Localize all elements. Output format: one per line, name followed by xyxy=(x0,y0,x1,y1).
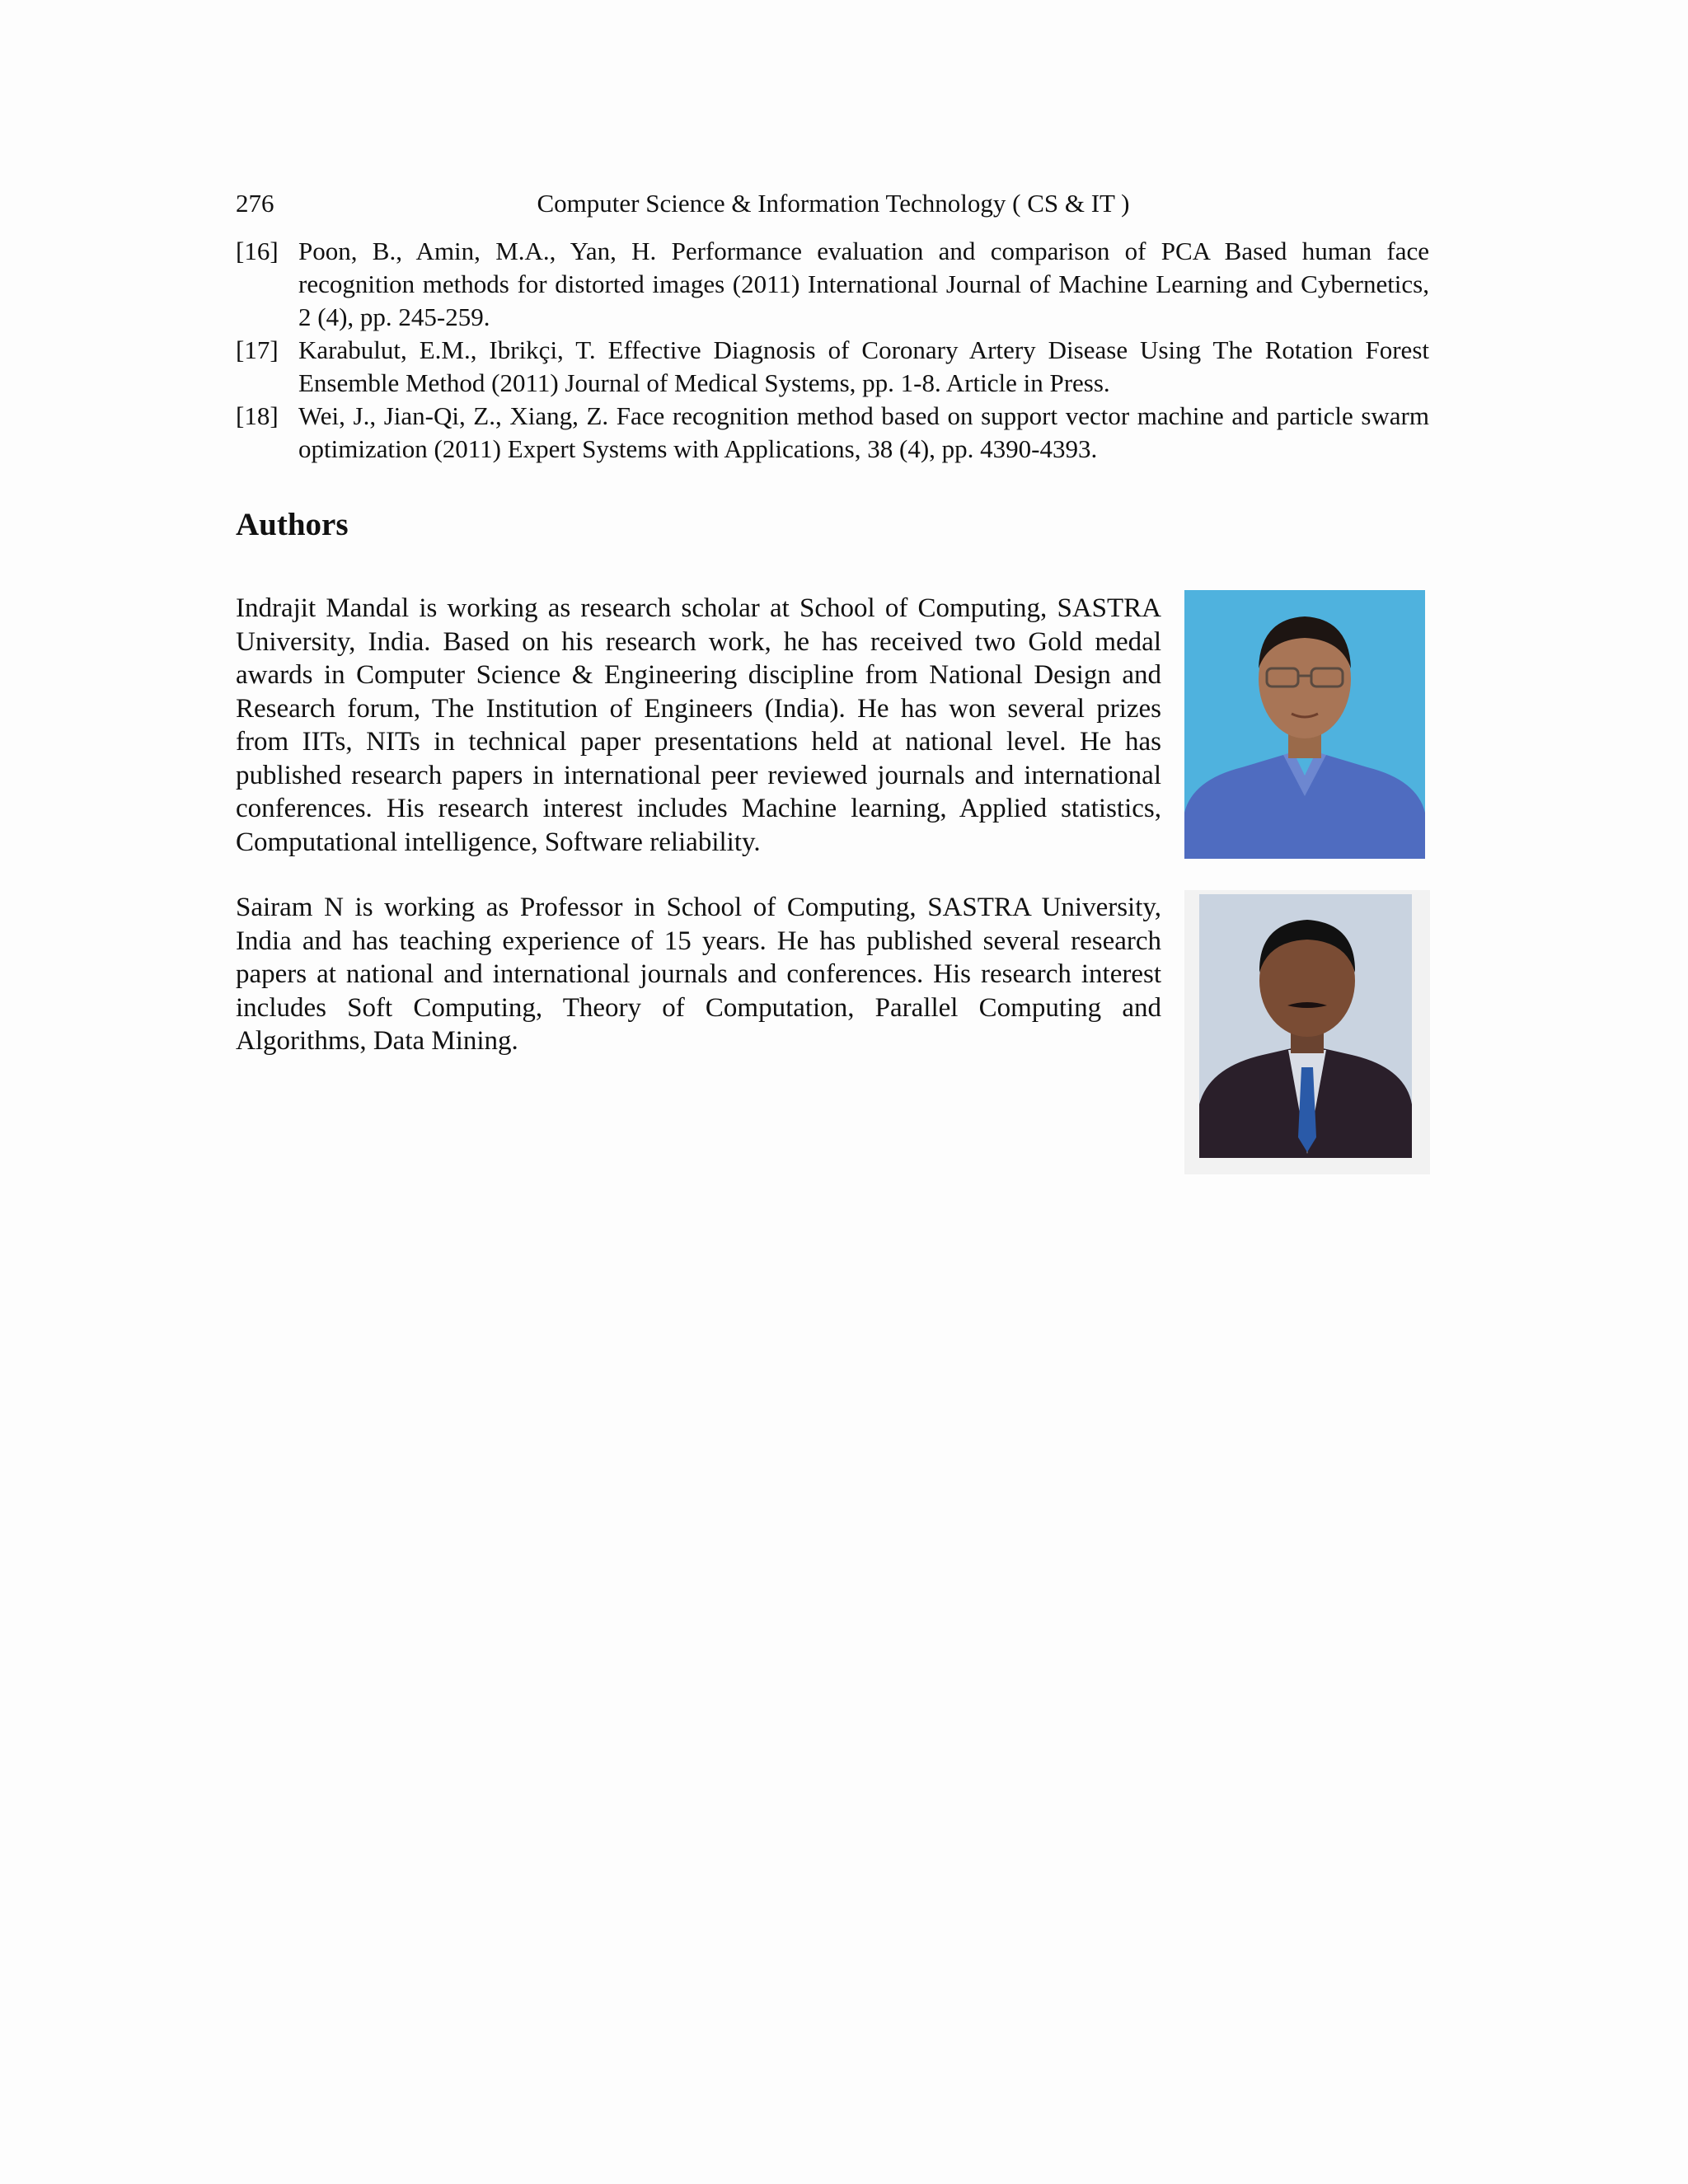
reference-number: [17] xyxy=(236,335,279,364)
reference-text: Wei, J., Jian-Qi, Z., Xiang, Z. Face recognition method based on support vector machine and particle swarm optimization (2011) Expert Systems with Applications, 38 (4), pp. 4390-4393. xyxy=(298,401,1429,463)
reference-item xyxy=(236,235,1429,334)
portrait-illustration xyxy=(1184,890,1430,1174)
page-number: 276 xyxy=(236,189,274,218)
journal-title: Computer Science & Information Technology ( CS & IT ) xyxy=(537,189,1130,218)
reference-number: [16] xyxy=(236,237,279,265)
tie xyxy=(1298,1067,1316,1152)
reference-text: Poon, B., Amin, M.A., Yan, H. Performance evaluation and comparison of PCA Based human face recognition methods for distorted images (2011) International Journal of Machine Learning and Cybernetics, 2 (4), pp. 245-259. xyxy=(298,237,1429,331)
reference-item xyxy=(236,334,1429,400)
reference-list xyxy=(236,235,1429,466)
reference-number: [18] xyxy=(236,401,279,430)
running-header xyxy=(236,185,1431,222)
author-photo-indrajit-mandal xyxy=(1184,590,1425,859)
authors-heading: Authors xyxy=(236,507,349,542)
reference-text: Karabulut, E.M., Ibrikçi, T. Effective Diagnosis of Coronary Artery Disease Using The Rotation Forest Ensemble Method (2011) Journal of Medical Systems, pp. 1-8. Article in Press. xyxy=(298,335,1429,397)
reference-item xyxy=(236,400,1429,466)
author-bio-sairam-n: Sairam N is working as Professor in School of Computing, SASTRA University, India and has teaching experience of 15 years. He has published several research papers at national and international journals and conferences. His research interest includes Soft Computing, Theory of Computation, Parallel Computing and Algorithms, Data Mining. xyxy=(236,893,1161,1056)
portrait-illustration xyxy=(1184,590,1425,859)
author-photo-sairam-n xyxy=(1184,890,1430,1174)
author-bio-indrajit-mandal: Indrajit Mandal is working as research scholar at School of Computing, SASTRA University, India. Based on his research work, he has received two Gold medal awards in Computer Science & Engineering discipline from National Design and Research forum, The Institution of Engineers (India). He has won several prizes from IITs, NITs in technical paper presentations held at national level. He has published research papers in international peer reviewed journals and international conferences. His research interest includes Machine learning, Applied statistics, Computational intelligence, Software reliability. xyxy=(236,593,1161,857)
